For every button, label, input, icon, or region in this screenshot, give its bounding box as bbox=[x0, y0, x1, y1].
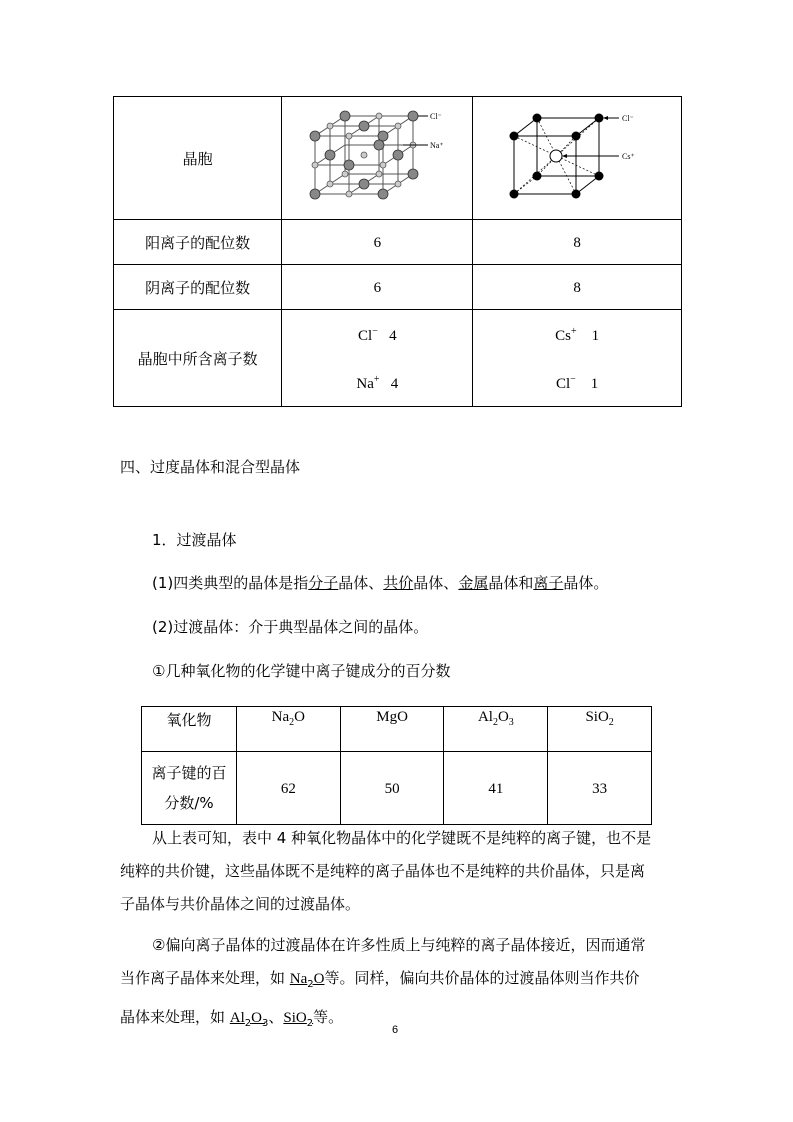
oxide-table bbox=[141, 706, 652, 825]
paragraph-table-conclusion: 从上表可知，表中 4 种氧化物晶体中的化学键既不是纯粹的离子键，也不是 纯粹的共价键，这些晶体既不是纯粹的离子晶体也不是纯粹的共价晶体，只是离 子晶体与共价晶体之间的过渡晶体。 bbox=[120, 829, 652, 913]
cscl-diagram-cell bbox=[473, 97, 682, 220]
ion-count-label bbox=[114, 310, 282, 407]
oxide-mgo: MgO bbox=[340, 707, 444, 752]
anion-coord-label-text: 阴离子的配位数 bbox=[145, 278, 251, 297]
paragraph-typical-crystals: (1)四类典型的晶体是指分子晶体、共价晶体、金属晶体和离子晶体。 bbox=[152, 574, 609, 592]
oxide-sio2: SiO$_2$ bbox=[548, 707, 652, 752]
cation-coord-label-text: 阳离子的配位数 bbox=[145, 233, 251, 252]
anion-coord-nacl bbox=[282, 265, 473, 310]
cscl-anion-label: Cl⁻ bbox=[622, 114, 634, 123]
cation-coord-cscl-value: 8 bbox=[573, 235, 581, 251]
ion-count-nacl bbox=[282, 310, 473, 407]
cation-coord-label bbox=[114, 220, 282, 265]
oxide-header-label: 氧化物 bbox=[142, 707, 237, 752]
nacl-diagram-cell bbox=[282, 97, 473, 220]
paragraph-ionic-transition: ②偏向离子晶体的过渡晶体在许多性质上与纯粹的离子晶体接近，因而通常 当作离子晶体来处理，如 $Na_2O$等。同样，偏向共价晶体的过渡晶体则当作共价 晶体来处理，如 $Al_2O_3$、SiO$_2$等。 bbox=[120, 936, 646, 1029]
anion-coord-label bbox=[114, 265, 282, 310]
ionic-percent-na2o: 62 bbox=[236, 752, 340, 825]
ionic-percent-mgo: 50 bbox=[340, 752, 444, 825]
cscl-cation-label: Cs⁺ bbox=[622, 152, 635, 161]
subsection-heading: 1．过渡晶体 bbox=[152, 531, 237, 549]
paragraph-oxide-intro: ①几种氧化物的化学键中离子键成分的百分数 bbox=[152, 662, 451, 680]
oxide-al2o3: $Al_2O_3$ bbox=[444, 707, 548, 752]
ionic-percent-al2o3: 41 bbox=[444, 752, 548, 825]
anion-coord-nacl-value: 6 bbox=[373, 280, 382, 296]
section-heading: 四、过度晶体和混合型晶体 bbox=[120, 458, 301, 476]
anion-coord-cscl-value: 8 bbox=[573, 280, 581, 296]
nacl-ion-1: Cl− 4 bbox=[358, 326, 397, 344]
nacl-anion-label: Cl⁻ bbox=[430, 112, 443, 121]
cation-coord-nacl-value: 6 bbox=[373, 235, 382, 251]
ionic-percent-sio2: 33 bbox=[548, 752, 652, 825]
cation-coord-nacl bbox=[282, 220, 473, 265]
nacl-cation-label: Na⁺ bbox=[430, 141, 444, 150]
ion-count-cscl bbox=[473, 310, 682, 407]
nacl-ion-2: Na+ 4 bbox=[356, 374, 399, 392]
ionic-percent-label: 离子键的百 分数/% bbox=[142, 752, 237, 825]
cell-label bbox=[114, 97, 282, 220]
cell-label-text: 晶胞 bbox=[182, 149, 213, 168]
oxide-na2o: $Na_2O$ bbox=[236, 707, 340, 752]
cation-coord-cscl bbox=[473, 220, 682, 265]
anion-coord-cscl bbox=[473, 265, 682, 310]
cscl-ion-2: Cl− 1 bbox=[555, 374, 599, 392]
paragraph-transition-def: (2)过渡晶体：介于典型晶体之间的晶体。 bbox=[152, 618, 429, 636]
crystal-table bbox=[113, 96, 682, 407]
cscl-ion-1: Cs+ 1 bbox=[555, 326, 600, 344]
cscl-unit-cell-diagram bbox=[507, 108, 647, 208]
page-number: 6 bbox=[392, 1024, 399, 1036]
nacl-unit-cell-diagram bbox=[297, 108, 457, 208]
ion-count-label-text: 晶胞中所含离子数 bbox=[137, 349, 258, 368]
